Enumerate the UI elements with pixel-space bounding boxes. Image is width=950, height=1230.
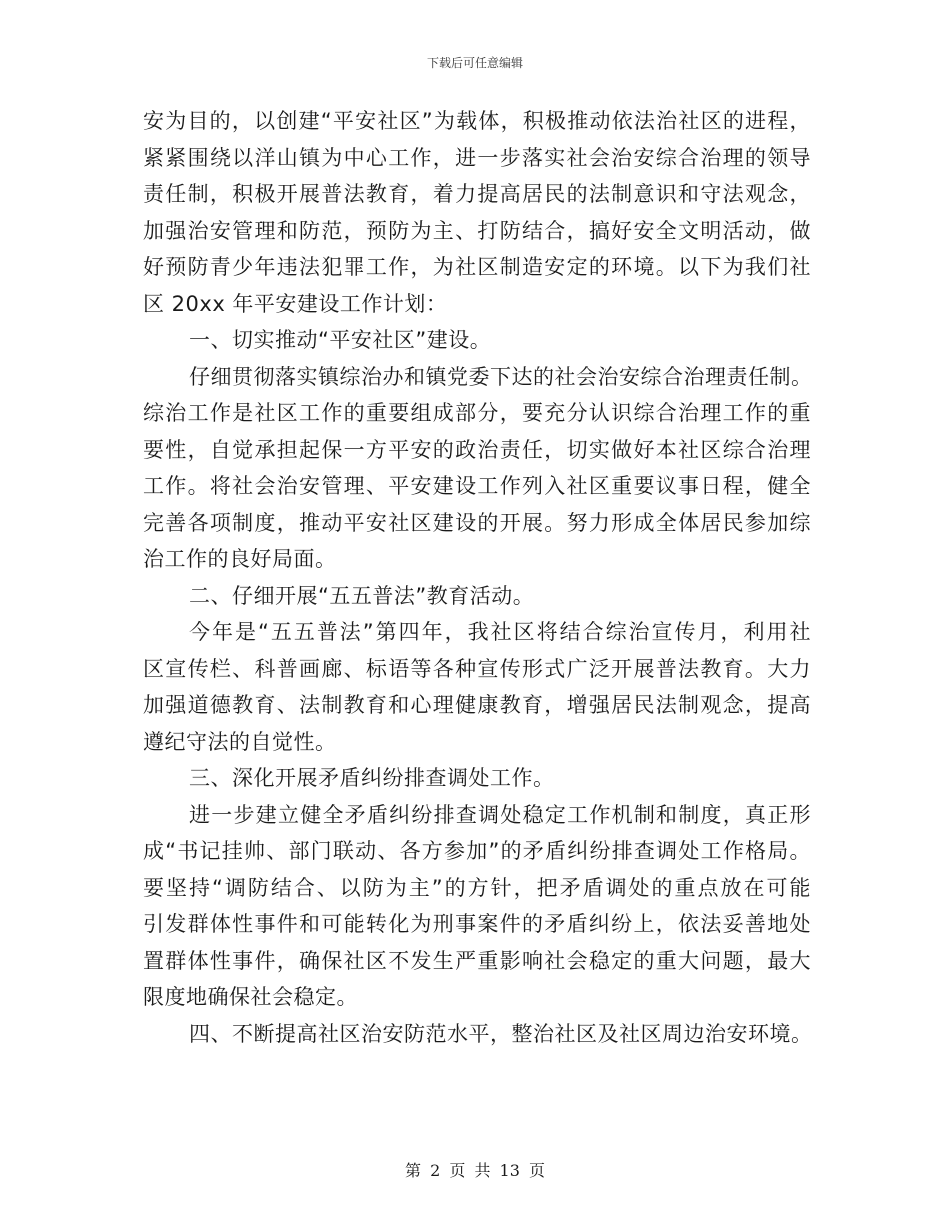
section-heading: 三、深化开展矛盾纠纷排查调处工作。 (189, 766, 555, 790)
text-line: 要性，自觉承担起保一方平安的政治责任，切实做好本社区综合治理 (143, 437, 811, 462)
text-line: 完善各项制度，推动平安社区建设的开展。努力形成全体居民参加综 (143, 510, 811, 535)
document-body (143, 103, 811, 1052)
text-line: 紧紧围绕以洋山镇为中心工作，进一步落实社会治安综合治理的领导 (143, 145, 811, 170)
text-line: 置群体性事件，确保社区不发生严重影响社会稳定的重大问题，最大 (143, 948, 811, 973)
section-heading: 四、不断提高社区治安防范水平，整治社区及社区周边治安环境。 (189, 1021, 813, 1046)
section-heading: 二、仔细开展“五五普法”教育活动。 (189, 583, 535, 608)
text-line: 加强道德教育、法制教育和心理健康教育，增强居民法制观念，提高 (143, 693, 811, 717)
page-number-footer: 第 2 页 共 13 页 (405, 1161, 545, 1180)
text-line: 责任制，积极开展普法教育，着力提高居民的法制意识和守法观念， (143, 182, 811, 206)
text-line: 进一步建立健全矛盾纠纷排查调处稳定工作机制和制度，真正形 (189, 802, 811, 827)
text-line: 安为目的，以创建“平安社区”为载体，积极推动依法治社区的进程， (143, 109, 811, 133)
text-line: 仔细贯彻落实镇综治办和镇党委下达的社会治安综合治理责任制。 (189, 364, 813, 389)
text-line: 引发群体性事件和可能转化为刑事案件的矛盾纠纷上，依法妥善地处 (143, 912, 811, 936)
text-line: 要坚持“调防结合、以防为主”的方针，把矛盾调处的重点放在可能 (143, 875, 811, 900)
text-line: 成“书记挂帅、部门联动、各方参加”的矛盾纠纷排查调处工作格局。 (143, 839, 811, 863)
text-line: 综治工作是社区工作的重要组成部分，要充分认识综合治理工作的重 (143, 401, 811, 425)
text-line: 好预防青少年违法犯罪工作，为社区制造安定的环境。以下为我们社 (143, 255, 811, 279)
text-line: 加强治安管理和防范，预防为主、打防结合，搞好安全文明活动，做 (143, 218, 811, 243)
text-line: 区 20xx 年平安建设工作计划： (143, 291, 448, 316)
page-header: 下载后可任意编辑 (426, 56, 523, 70)
section-heading: 一、切实推动“平安社区”建设。 (189, 328, 492, 352)
text-line: 工作。将社会治安管理、平安建设工作列入社区重要议事日程，健全 (143, 474, 811, 498)
text-line: 区宣传栏、科普画廊、标语等各种宣传形式广泛开展普法教育。大力 (143, 656, 811, 681)
text-line: 治工作的良好局面。 (143, 547, 337, 571)
text-line: 限度地确保社会稳定。 (143, 985, 358, 1009)
text-line: 今年是“五五普法”第四年，我社区将结合综治宣传月，利用社 (189, 620, 811, 644)
text-line: 遵纪守法的自觉性。 (143, 729, 337, 754)
